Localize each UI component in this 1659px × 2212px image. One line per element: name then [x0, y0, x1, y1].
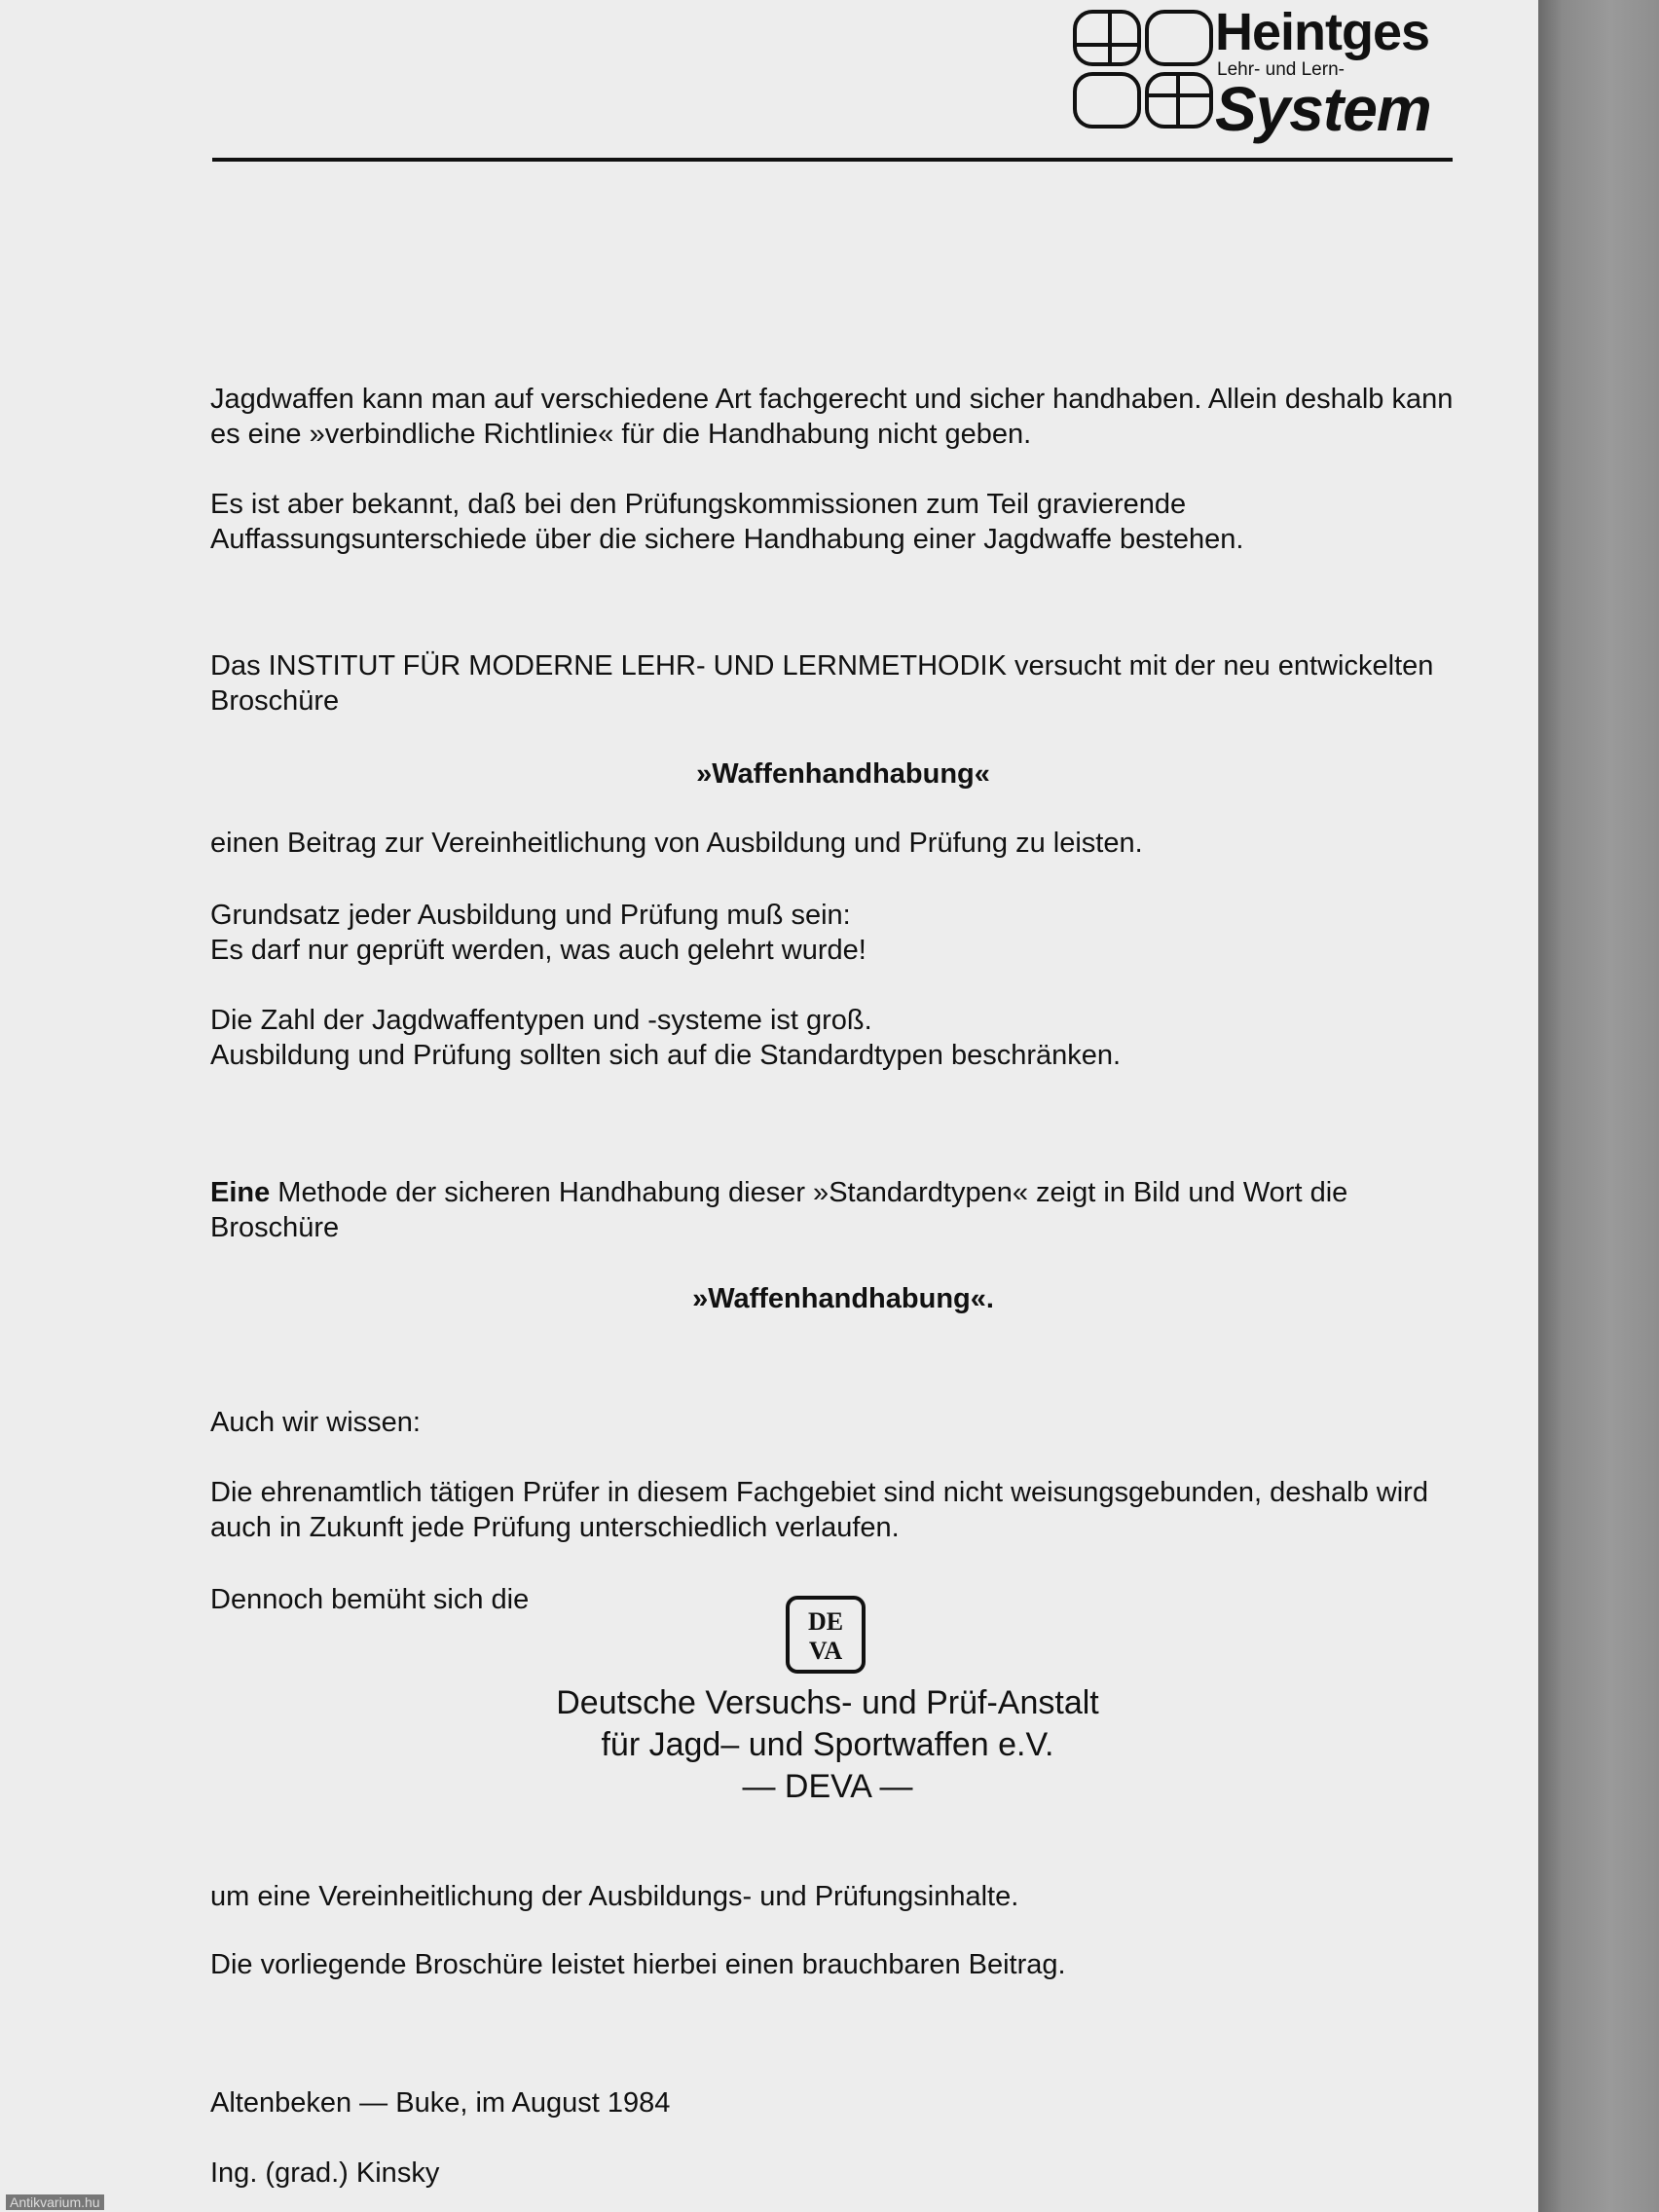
- deva-name: [487, 1682, 1168, 1808]
- deva-line-2: für Jagd– und Sportwaffen e.V.: [601, 1726, 1054, 1763]
- svg-text:VA: VA: [808, 1637, 843, 1665]
- paragraph-7-rest: Methode der sicheren Handhabung dieser »Standardtypen« zeigt in Bild und Wort die Broschüre: [210, 1177, 1348, 1243]
- svg-text:DE: DE: [807, 1607, 844, 1636]
- paragraph-12: Die vorliegende Broschüre leistet hierbei einen brauchbaren Beitrag.: [210, 1949, 1066, 1980]
- paragraph-3: Das INSTITUT FÜR MODERNE LEHR- UND LERNMETHODIK versucht mit der neu entwickelten Broschüre: [210, 650, 1434, 717]
- page-edge-background: [1538, 0, 1659, 2212]
- paragraph-9: Die ehrenamtlich tätigen Prüfer in diesem Fachgebiet sind nicht weisungsgebunden, deshalb wird auch in Zukunft jede Prüfung unterschiedlich verlaufen.: [210, 1477, 1428, 1543]
- logo-subtitle: Lehr- und Lern-: [1217, 59, 1345, 80]
- paragraph-5a: Grundsatz jeder Ausbildung und Prüfung muß sein:: [210, 900, 851, 931]
- heintges-logo-mark-icon: [1071, 6, 1217, 132]
- deva-line-3: — DEVA —: [742, 1768, 913, 1805]
- paragraph-10: Dennoch bemüht sich die: [210, 1584, 530, 1615]
- paragraph-5b: Es darf nur geprüft werden, was auch gelehrt wurde!: [210, 935, 866, 966]
- deva-line-1: Deutsche Versuchs- und Prüf-Anstalt: [556, 1684, 1099, 1721]
- heintges-logo: [1071, 3, 1453, 144]
- paragraph-2: Es ist aber bekannt, daß bei den Prüfungskommissionen zum Teil gravierende Auffassungsunterschiede über die sichere Handhabung einer Jagdwaffe bestehen.: [210, 489, 1244, 555]
- header-rule: [212, 158, 1453, 162]
- deva-seal-icon: [785, 1595, 866, 1675]
- paragraph-1: Jagdwaffen kann man auf verschiedene Art fachgerecht und sicher handhaben. Allein deshalb kann es eine »verbindliche Richtlinie« für die Handhabung nicht geben.: [210, 384, 1454, 450]
- brochure-title-1: »Waffenhandhabung«: [696, 758, 990, 790]
- paragraph-6b: Ausbildung und Prüfung sollten sich auf die Standardtypen beschränken.: [210, 1040, 1122, 1071]
- paragraph-7: [210, 1175, 1476, 1245]
- logo-system: System: [1215, 74, 1431, 144]
- paragraph-4: einen Beitrag zur Vereinheitlichung von Ausbildung und Prüfung zu leisten.: [210, 828, 1143, 859]
- paragraph-7-bold: Eine: [210, 1177, 271, 1208]
- watermark: Antikvarium.hu: [6, 2194, 104, 2210]
- paragraph-8: Auch wir wissen:: [210, 1407, 421, 1438]
- brochure-title-2: »Waffenhandhabung«.: [692, 1283, 994, 1314]
- logo-name: Heintges: [1215, 3, 1430, 61]
- place-date: Altenbeken — Buke, im August 1984: [210, 2087, 671, 2119]
- signature: Ing. (grad.) Kinsky: [210, 2157, 440, 2189]
- paragraph-11: um eine Vereinheitlichung der Ausbildungs- und Prüfungsinhalte.: [210, 1881, 1019, 1912]
- paragraph-6a: Die Zahl der Jagdwaffentypen und -systeme ist groß.: [210, 1005, 872, 1036]
